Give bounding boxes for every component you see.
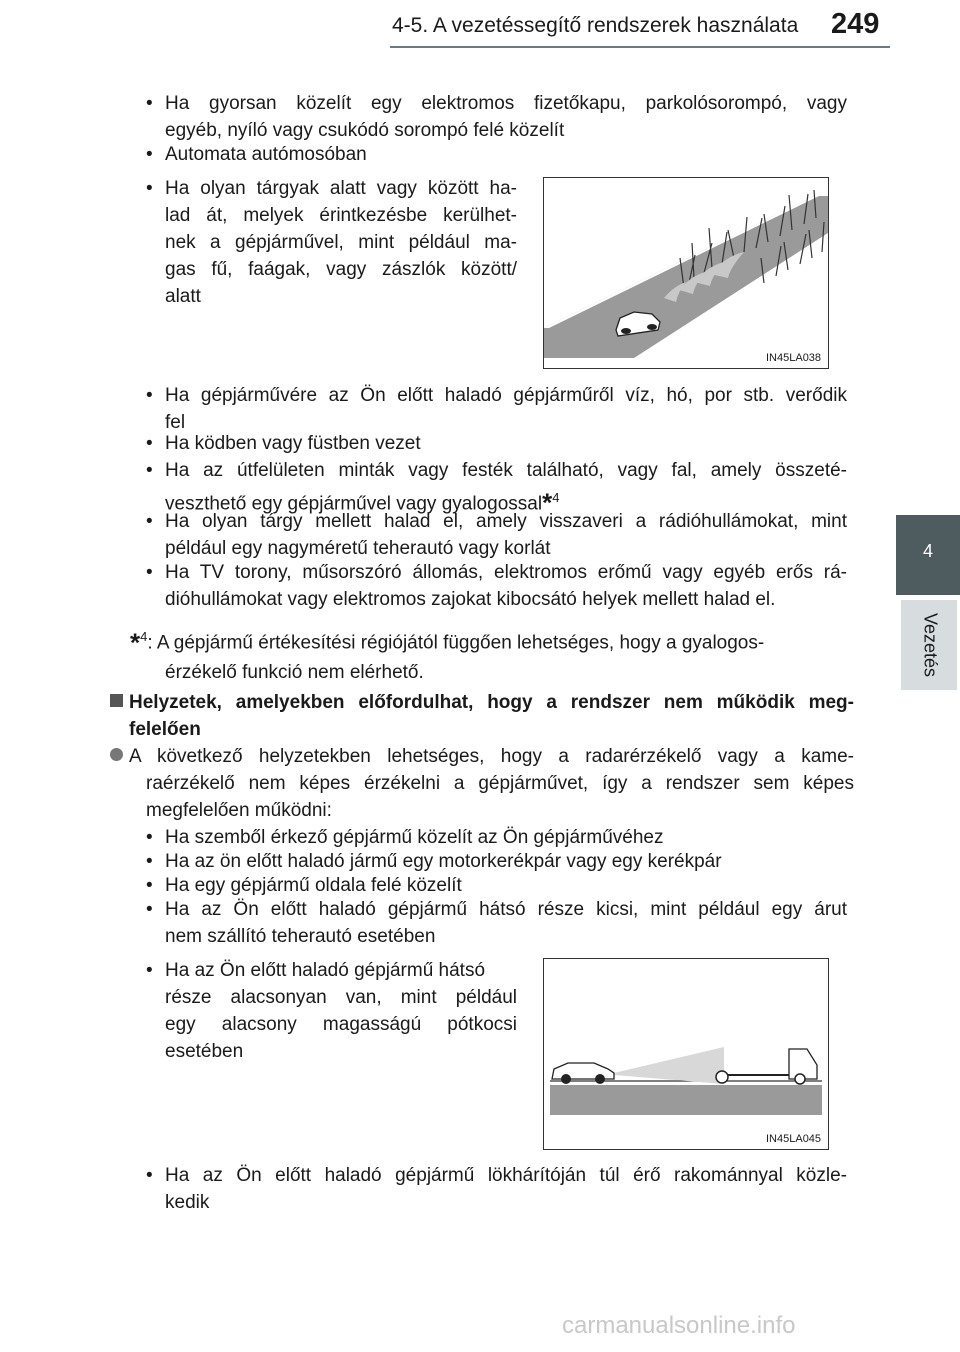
- section-title: 4-5. A vezetéssegítő rendszerek használata: [392, 14, 799, 37]
- truck-trailer-icon: [716, 1049, 817, 1084]
- figure-grass-road: [543, 177, 829, 369]
- list-item: • Ha egy gépjármű oldala felé közelít: [146, 875, 462, 896]
- list-item: • Ha ködben vagy füstben vezet: [146, 433, 421, 454]
- list-item: • Ha az Ön előtt haladó gépjármű hátsó része alacsonyan van, mint például egy alacsony magasságú pótkocsi esetében: [146, 960, 517, 1062]
- road-illustration: [544, 178, 828, 368]
- list-item: • Ha olyan tárgyak alatt vagy között ha- lad át, melyek érintkezésbe kerülhet- nek a gépjárművel, mint például ma- gas fű, faágak, vagy zászlók között/ alatt: [146, 178, 517, 307]
- figure-code: IN45LA038: [766, 352, 822, 364]
- list-item: • Ha az ön előtt haladó jármű egy motorkerékpár vagy egy kerékpár: [146, 851, 722, 872]
- watermark: carmanualsonline.info: [562, 1312, 796, 1339]
- list-item: • Ha szemből érkező gépjármű közelít az Ön gépjárművéhez: [146, 827, 664, 848]
- figure-low-trailer: [543, 958, 829, 1150]
- figure-code: IN45LA045: [766, 1133, 822, 1145]
- circle-bullet-icon: [110, 748, 123, 761]
- page-header: [0, 0, 960, 60]
- trailer-illustration: [544, 959, 828, 1149]
- list-item: • Ha az Ön előtt haladó gépjármű lökhárítóján túl érő rakománnyal közle- kedik: [146, 1165, 847, 1213]
- list-item: • Ha az Ön előtt haladó gépjármű hátsó része kicsi, mint például egy árut nem szállító teherautó esetében: [146, 899, 847, 947]
- list-item: • Ha TV torony, műsorszóró állomás, elektromos erőmű vagy egyéb erős rá- dióhullámokat vagy elektromos zajokat kibocsátó helyek mellett halad el.: [146, 562, 847, 610]
- list-item: • Ha gépjárművére az Ön előtt haladó gépjárműről víz, hó, por stb. verődik fel: [146, 385, 847, 433]
- section-intro: A következő helyzetekben lehetséges, hogy a radarérzékelő vagy a kame- raérzékelő nem képes érzékelni a gépjárművet, így a rendszer sem képes megfelelően működni:: [110, 743, 854, 824]
- chapter-number: 4: [922, 541, 933, 561]
- footnote: *$^4$: A gépjármű értékesítési régiójától függően lehetséges, hogy a gyalogos- érzékelő funkció nem elérhető.: [130, 627, 765, 684]
- list-item: • Ha olyan tárgy mellett halad el, amely visszaveri a rádióhullámokat, mint például egy nagyméretű teherautó vagy korlát: [146, 511, 847, 559]
- list-item: • Ha az útfelületen minták vagy festék található, vagy fal, amely összeté- veszthető egy gépjárművel vagy gyalogossal*$^4$: [146, 460, 847, 518]
- header-rule: [390, 46, 890, 48]
- square-bullet-icon: [110, 694, 123, 707]
- list-item: • Automata autómosóban: [146, 144, 367, 165]
- section-heading: Helyzetek, amelyekben előfordulhat, hogy a rendszer nem működik meg- felelően: [110, 689, 854, 743]
- chapter-label: Vezetés: [920, 612, 941, 678]
- list-item: • Ha gyorsan közelít egy elektromos fizetőkapu, parkolósorompó, vagy egyéb, nyíló vagy csukódó sorompó felé közelít: [146, 93, 847, 141]
- page-number: 249: [831, 8, 880, 40]
- chapter-tab: [896, 515, 960, 595]
